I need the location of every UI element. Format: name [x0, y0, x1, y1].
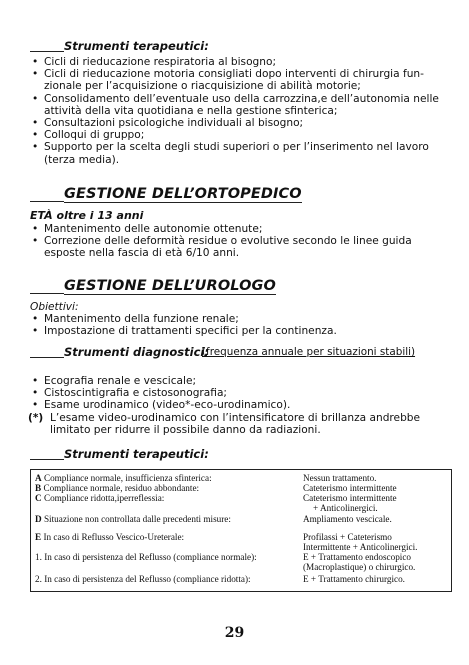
- section-heading: GESTIONE DELL’ORTOPEDICO: [64, 186, 302, 202]
- list-item: • Correzione delle deformità residue o evolutive secondo le linee guida esposte nella fascia di età 6/10 anni.: [30, 235, 448, 259]
- list-item: • Colloqui di gruppo;: [30, 129, 448, 141]
- list-item: • Mantenimento della funzione renale;: [30, 313, 448, 325]
- list-item: • Ecografia renale e vescicale;: [30, 375, 448, 387]
- section-heading: GESTIONE DELL’UROLOGO: [64, 278, 276, 294]
- age-subtitle: ETÀ oltre i 13 anni: [30, 209, 144, 222]
- list-item: • Consolidamento dell’eventuale uso della carrozzina,e dell’autonomia nelle attività della vita quotidiana e nella gestione sfinterica;: [30, 93, 448, 117]
- title-underline: [30, 459, 64, 460]
- diagnostic-title: Strumenti diagnostici:: [64, 345, 209, 359]
- objectives-list: [30, 313, 448, 337]
- title-underline: [30, 51, 64, 52]
- diagnostic-list: [30, 375, 448, 412]
- list-item: • Impostazione di trattamenti specifici per la continenza.: [30, 325, 448, 337]
- footnote-text: L’esame video-urodinamico con l’intensificatore di brillanza andrebbe limitato per ridurre il possibile danno da radiazioni.: [50, 412, 421, 437]
- list-item: • Cicli di rieducazione respiratoria al bisogno;: [30, 56, 448, 68]
- objectives-label: Obiettivi:: [30, 301, 79, 313]
- page-number: 29: [224, 625, 245, 641]
- title-underline: [30, 293, 64, 294]
- list-item: • Cistoscintigrafia e cistosonografia;: [30, 387, 448, 399]
- therapy-title: Strumenti terapeutici:: [64, 447, 209, 461]
- title-underline: [30, 201, 64, 202]
- list-item: • Mantenimento delle autonomie ottenute;: [30, 223, 448, 235]
- diagnostic-note: (frequenza annuale per situazioni stabili): [202, 346, 416, 358]
- therapy-table: A Compliance normale, insufficienza sfinterica: Nessun trattamento. B Compliance normale, residuo abbondante: Cateterismo intermittente C Compliance ridotta,iperreflessia: Cateterismo intermittente + Anticolinergici. D Situazione non controllata dalle precedenti misure: Ampliamento vescicale. E In caso di Reflusso Vescico-Ureterale: Profilassi + Cateterismo Intermittente + Anticolinergici. 1. In caso di persistenza del Reflusso (compliance normale): E + Trattamento endoscopico (Macroplastique) o chirurgico. 2. In caso di persistenza del Reflusso (compliance ridotta): E + Trattamento chirurgico.: [30, 469, 452, 592]
- list-item: • Consultazioni psicologiche individuali al bisogno;: [30, 117, 448, 129]
- section-title: Strumenti terapeutici:: [64, 39, 209, 53]
- ortho-list: [30, 223, 448, 260]
- list-item: • Cicli di rieducazione motoria consigliati dopo interventi di chirurgia fun-zionale per l’acquisizione o riacquisizione di abilità motorie;: [30, 68, 448, 92]
- list-item: • Supporto per la scelta degli studi superiori o per l’inserimento nel lavoro (terza media).: [30, 141, 448, 165]
- therapy-list: [30, 56, 448, 166]
- list-item: • Esame urodinamico (video*-eco-urodinamico).: [30, 399, 448, 411]
- title-underline: [30, 357, 64, 358]
- footnote-mark: (*): [28, 412, 44, 424]
